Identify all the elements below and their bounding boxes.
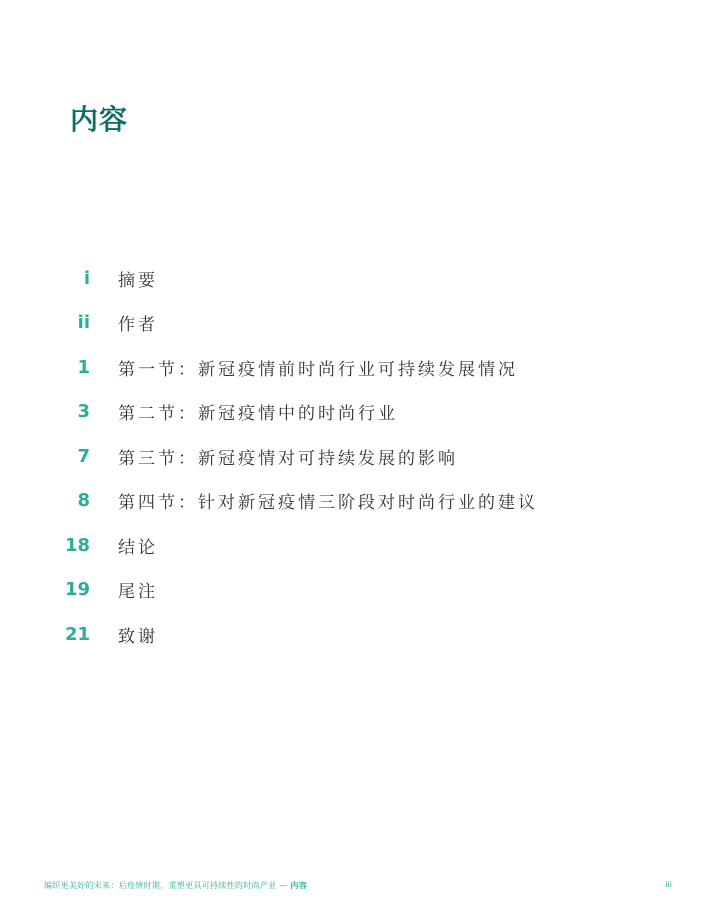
toc-entry-label: 尾注 xyxy=(118,582,158,603)
toc-entry-label: 致谢 xyxy=(118,626,158,647)
toc-entry-label: 第四节：针对新冠疫情三阶段对时尚行业的建议 xyxy=(118,493,538,514)
page-title: 内容 xyxy=(70,103,129,136)
table-of-contents xyxy=(60,256,660,657)
toc-entry-section-3[interactable] xyxy=(60,434,660,479)
toc-entry-label: 摘要 xyxy=(118,270,158,291)
toc-entry-label: 第一节：新冠疫情前时尚行业可持续发展情况 xyxy=(118,359,518,380)
toc-entry-endnotes[interactable] xyxy=(60,568,660,613)
toc-page-number: 19 xyxy=(64,579,90,601)
toc-entry-section-2[interactable] xyxy=(60,390,660,435)
toc-page-number: 8 xyxy=(77,490,90,512)
toc-page-number: i xyxy=(83,267,90,289)
footer-title-text: 编织更美好的未来：后疫情时期，重塑更具可持续性的时尚产业 — xyxy=(44,881,291,890)
toc-page-number: 7 xyxy=(77,445,90,467)
toc-entry-conclusion[interactable] xyxy=(60,523,660,568)
toc-entry-label: 第三节：新冠疫情对可持续发展的影响 xyxy=(118,448,458,469)
toc-entry-abstract[interactable] xyxy=(60,256,660,301)
toc-page-number: 18 xyxy=(64,534,90,556)
toc-entry-label: 第二节：新冠疫情中的时尚行业 xyxy=(118,404,398,425)
toc-page-number: 1 xyxy=(77,356,90,378)
toc-page-number: 3 xyxy=(77,401,90,423)
toc-entry-label: 结论 xyxy=(118,537,158,558)
toc-entry-acknowledgements[interactable] xyxy=(60,612,660,657)
page-number: iii xyxy=(665,880,672,889)
toc-entry-authors[interactable] xyxy=(60,301,660,346)
toc-page-number: 21 xyxy=(64,623,90,645)
toc-page-number: ii xyxy=(77,312,90,334)
toc-entry-label: 作者 xyxy=(118,315,158,336)
toc-entry-section-4[interactable] xyxy=(60,479,660,524)
footer-section-name: 内容 xyxy=(290,881,307,890)
footer-running-title xyxy=(44,880,307,891)
toc-entry-section-1[interactable] xyxy=(60,345,660,390)
